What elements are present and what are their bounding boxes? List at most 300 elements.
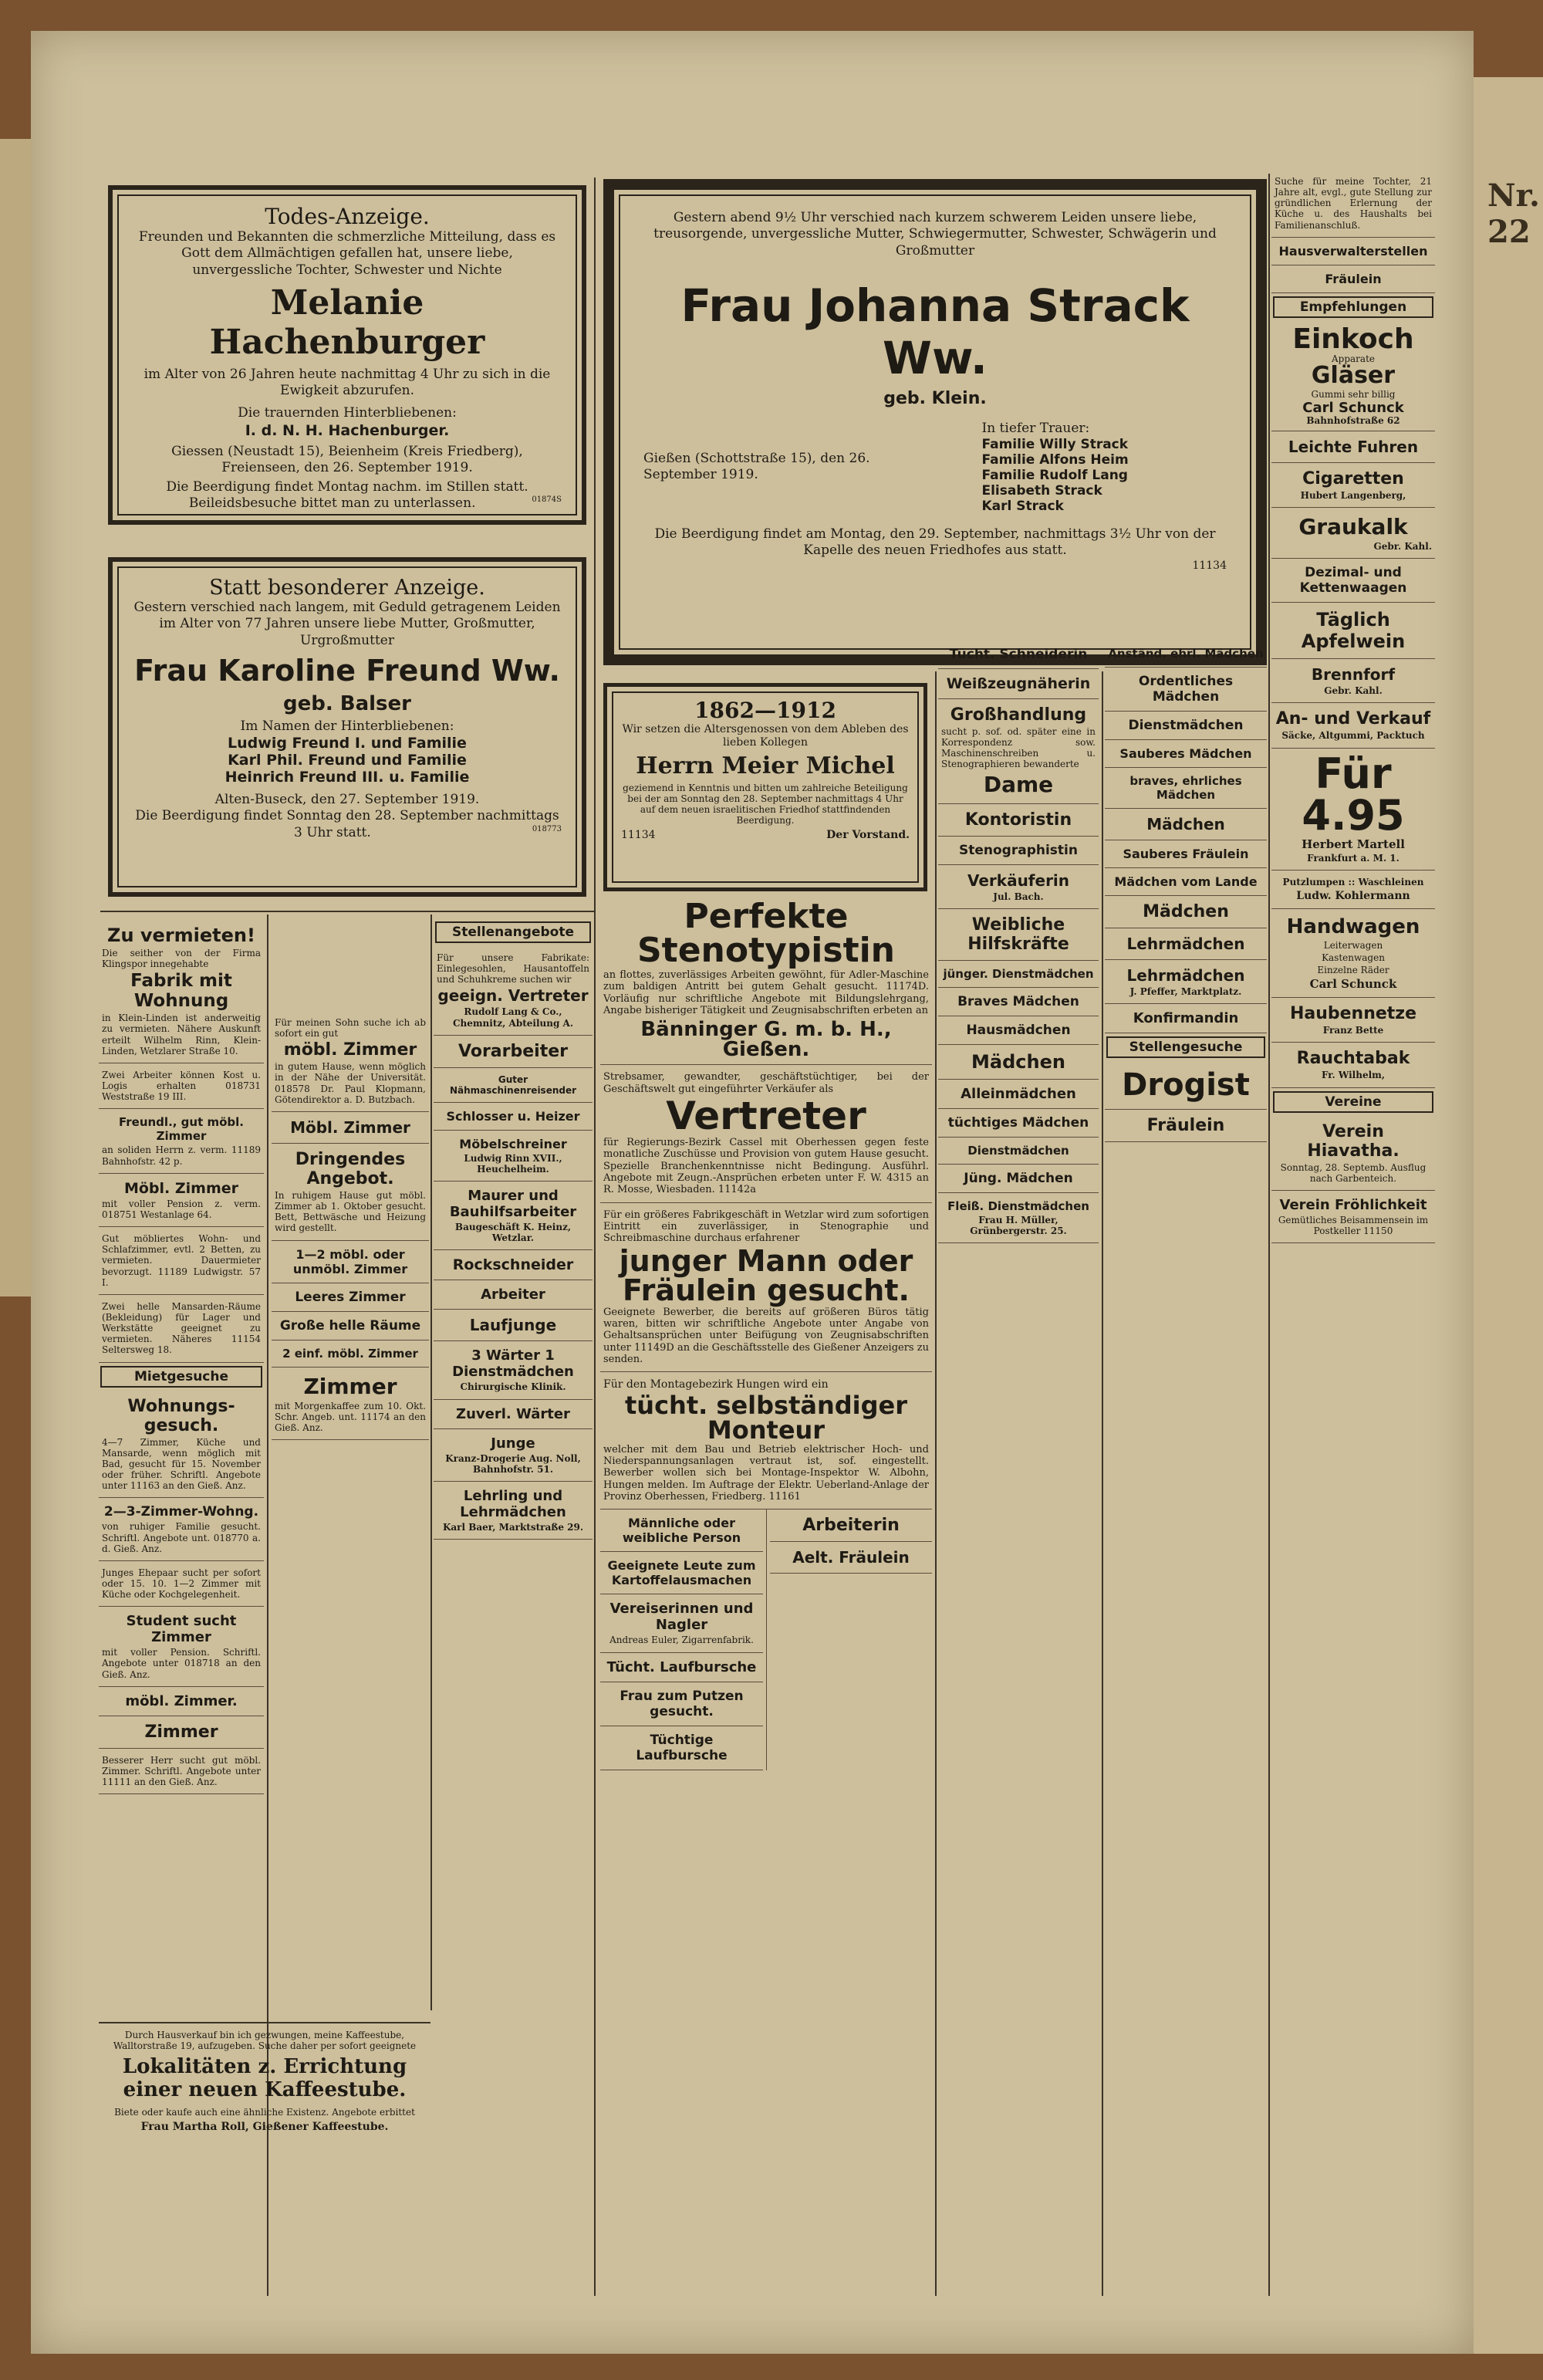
ad-preserving <box>1271 321 1435 431</box>
right-page-edge <box>1474 77 1543 2354</box>
ad-title: Lehrling und Lehrmädchen <box>460 1487 566 1520</box>
ad-male-or-female-person <box>600 1509 763 1552</box>
ad-two-rooms <box>272 1340 429 1367</box>
ad-title: Weibliche Hilfskräfte <box>967 914 1069 954</box>
ad-title: An- und Verkauf <box>1275 709 1431 729</box>
reference-number: 11134 <box>621 829 656 842</box>
mourner-2: Familie Alfons Heim <box>981 452 1129 468</box>
reference-number: 11150 <box>1363 1225 1393 1237</box>
ad-servant-girl <box>938 1138 1099 1165</box>
notice-heading: Statt besonderer Anzeige. <box>209 576 485 600</box>
ad-title: Hausverwalterstellen <box>1278 243 1428 259</box>
ad-title: Anständ. ehrl. Mädchen <box>1108 647 1264 661</box>
ad-title: 1—2 möbl. oder unmöbl. Zimmer <box>292 1246 408 1276</box>
mourner-3: Heinrich Freund III. u. Familie <box>225 769 470 786</box>
ad-text: für Regierungs-Bezirk Cassel mit Oberhessen gegen feste monatliche Zuschüsse und Provision von gutem Hause gesucht. Spezielle Branchenkenntnisse nicht Bedingung. Ausführl. Angebote mit Zeugn.-Ansprüchen erbeten unter F. W. 4315 an R. Mosse, Wiesbaden. 11142a <box>603 1136 929 1196</box>
ad-text: mit voller Pension. Schriftl. Angebote unter 018718 an den Gieß. Anz. <box>102 1647 261 1680</box>
mourner-2: Karl Phil. Freund und Familie <box>228 752 467 769</box>
ad-errand-boy <box>600 1653 763 1682</box>
ad-title: Schlosser u. Heizer <box>446 1108 580 1124</box>
ad-honest-girl <box>1105 768 1267 809</box>
ad-title: Fabrik mit Wohnung <box>130 971 232 1012</box>
ad-text: mit Morgenkaffee zum 10. Okt. Schr. Angeb. unt. 11174 an den Gieß. Anz. <box>275 1400 426 1433</box>
ad-title: Student sucht Zimmer <box>126 1613 237 1646</box>
mourners-label: Im Namen der Hinterbliebenen: <box>240 718 454 734</box>
ad-signature: Andreas Euler, Zigarrenfabrik. <box>609 1635 754 1646</box>
ad-text: Die seither von der Firma Klingspor innegehabte <box>102 948 261 970</box>
ad-title: Verein Fröhlichkeit <box>1279 1196 1427 1213</box>
ad-girl <box>1105 809 1267 840</box>
ad-clinic-staff <box>434 1341 593 1399</box>
ad-potato-harvest <box>600 1552 763 1594</box>
ad-girl-2 <box>1105 896 1267 928</box>
ad-title: 2—3-Zimmer-Wohng. <box>103 1504 259 1520</box>
ad-title: Männliche oder weibliche Person <box>622 1516 741 1546</box>
section-empfehlungen: Empfehlungen <box>1273 296 1433 318</box>
ad-office-clerk <box>938 804 1099 837</box>
ad-saleswoman <box>938 865 1099 909</box>
ad-seamstress <box>938 641 1099 669</box>
ad-title: Mädchen <box>1143 902 1229 921</box>
ad-room-pension <box>99 1174 264 1227</box>
ad-title: Maurer und Bauhilfsarbeiter <box>449 1188 577 1221</box>
section-stellenangebote: Stellenangebote <box>435 921 591 943</box>
ad-title: Tücht. Laufbursche <box>606 1658 757 1675</box>
ad-apprentice-girl-2 <box>1105 960 1267 1004</box>
ad-rags <box>1271 871 1435 909</box>
ad-cabinetmaker <box>434 1131 593 1182</box>
ad-young-lady <box>1105 1110 1267 1142</box>
ad-confirmand <box>1105 1004 1267 1033</box>
ad-title: Alleinmädchen <box>961 1085 1076 1102</box>
ad-text: Besserer Herr sucht gut möbl. Zimmer. Schriftl. Angebote unter 11111 an den Gieß. Anz. <box>102 1754 261 1788</box>
ad-title: Freundl., gut möbl. Zimmer <box>118 1115 245 1144</box>
ad-title: Weißzeugnäherin <box>946 675 1091 692</box>
funeral-info: Die Beerdigung findet Sonntag den 28. September nachmittags 3 Uhr statt. 018773 <box>135 808 562 840</box>
ad-title: Sauberes Fräulein <box>1123 847 1249 861</box>
ad-living-bedroom <box>99 1227 264 1295</box>
ad-text: Biete oder kaufe auch eine ähnliche Existenz. Angebote erbittet <box>114 2107 415 2118</box>
notice-name: Herrn Meier Michel <box>636 752 895 779</box>
ad-representative <box>434 946 593 1036</box>
mourners: I. d. N. H. Hachenburger. <box>245 421 450 439</box>
notice-text-2: geziemend in Kenntnis und bitten um zahlreiche Beteiligung bei der am Sonntag den 28. September nachmittags 4 Uhr auf dem neuen israelitischen Friedhof stattfindenden Beerdigung. <box>623 782 908 827</box>
ad-coffee-shop <box>99 2022 430 2184</box>
ad-furnished-room-2 <box>99 1687 264 1716</box>
ad-title: Dienstmädchen <box>967 1143 1069 1158</box>
ad-young-maid <box>938 961 1099 988</box>
ad-student-room <box>99 1607 264 1686</box>
ad-masons <box>434 1182 593 1250</box>
ad-cigar-workers <box>600 1594 763 1652</box>
ad-title: Handwagen <box>1286 915 1420 939</box>
ad-light-hauling <box>1271 431 1435 463</box>
mourner-1: Ludwig Freund I. und Familie <box>228 735 467 752</box>
column-6-jobs <box>938 641 1099 2296</box>
ad-text: Zwei helle Mansarden-Räume (Bekleidung) für Lager und Werkstätte geeignet zu vermieten. Näheres 11154 Seltersweg 18. <box>102 1300 261 1356</box>
ad-signature: Frau H. Müller, Grünbergerstr. 25. <box>970 1214 1067 1236</box>
column-7-jobs <box>1105 641 1267 2296</box>
notice-text-1: Wir setzen die Altersgenossen von dem Ableben des lieben Kollegen <box>622 723 909 749</box>
ad-signature: Ludw. Kohlermann <box>1296 889 1410 902</box>
ad-text: in Klein-Linden ist anderweitig zu vermieten. Nähere Auskunft erteilt Wilhelm Rinn, Klein-Linden, Wetzlarer Straße 10. <box>102 1013 261 1056</box>
ad-address: Frankfurt a. M. 1. <box>1307 853 1400 864</box>
ad-signature: Chirurgische Klinik. <box>460 1381 566 1393</box>
ad-title: Leeres Zimmer <box>295 1289 406 1305</box>
ad-apprentices <box>434 1482 593 1540</box>
ad-maid-of-all-work <box>938 1080 1099 1109</box>
ad-sewing-salesman <box>434 1068 593 1103</box>
ad-title: Möbl. Zimmer <box>290 1117 410 1137</box>
ad-gray-lime <box>1271 508 1435 559</box>
ad-title: möbl. Zimmer <box>283 1040 417 1060</box>
ad-title: Verkäuferin <box>967 871 1070 890</box>
ad-signature: J. Pfeffer, Marktplatz. <box>1129 986 1242 997</box>
ad-text: Suche für meine Tochter, 21 Jahre alt, evgl., gute Stellung zur gründlichen Erlernung der Küche u. des Haushalts bei Familienanschluß. <box>1275 176 1432 231</box>
ad-text: Für meinen Sohn suche ich ab sofort ein gut <box>275 1017 426 1040</box>
ad-title: tücht. selbständiger Monteur <box>624 1390 908 1445</box>
ad-title: Arbeiter <box>481 1286 545 1303</box>
column-3-jobs <box>434 918 593 2300</box>
ad-signature: Frau Martha Roll, Gießener Kaffeestube. <box>140 2121 389 2134</box>
section-divider <box>100 911 594 912</box>
ad-position-for-daughter <box>1271 170 1435 238</box>
ad-signature: Ludwig Rinn XVII., Heuchelheim. <box>464 1152 562 1175</box>
notice-intro: Gestern verschied nach langem, mit Geduld getragenem Leiden im Alter von 77 Jahren unsere liebe Mutter, Großmutter, Urgroßmutter <box>133 600 561 648</box>
ad-title: Täglich Apfelwein <box>1301 609 1406 653</box>
ad-room-for-son <box>272 1011 429 1112</box>
ad-title: Dame <box>983 771 1054 797</box>
ad-text: Gummi sehr billig <box>1311 388 1396 400</box>
section-stellengesuche: Stellengesuche <box>1106 1036 1265 1058</box>
ad-diligent-maid <box>938 1193 1099 1243</box>
ad-title: Aelt. Fräulein <box>792 1548 910 1567</box>
notice-heading: Todes-Anzeige. <box>265 204 430 229</box>
ad-club-froehlichkeit <box>1271 1191 1435 1243</box>
column-4-5-jobs <box>600 895 932 2296</box>
ad-female-helpers <box>938 909 1099 961</box>
notice-signature: Der Vorstand. <box>826 829 910 842</box>
ad-cleaning-woman <box>600 1682 763 1726</box>
ad-foreman <box>434 1036 593 1068</box>
ad-druggist <box>1105 1061 1267 1110</box>
ad-title: Mädchen <box>1146 815 1225 833</box>
ad-title: 3 Wärter 1 Dienstmädchen <box>452 1347 574 1381</box>
ad-board <box>99 1063 264 1109</box>
ad-young-couple <box>99 1561 264 1607</box>
ad-hairnets <box>1271 998 1435 1043</box>
visits-info: Beileidsbesuche bittet man zu unterlassen. 01874S <box>188 495 562 512</box>
ad-title: braves, ehrliches Mädchen <box>1129 774 1242 802</box>
ad-title: Hausmädchen <box>966 1022 1071 1038</box>
ad-attendant <box>434 1400 593 1429</box>
ad-fitter <box>600 1372 932 1509</box>
ad-stenotypist <box>600 895 932 1065</box>
section-mietgesuche: Mietgesuche <box>100 1366 262 1388</box>
ad-empty-room <box>272 1283 429 1312</box>
ad-locksmith <box>434 1103 593 1131</box>
ad-smoking-tobacco <box>1271 1043 1435 1087</box>
ad-signature: Kranz-Drogerie Aug. Noll, Bahnhofstr. 51. <box>445 1452 581 1475</box>
mourner-3: Familie Rudolf Lang <box>981 468 1128 483</box>
mourner-4: Elisabeth Strack <box>981 483 1102 499</box>
ad-title: jünger. Dienstmädchen <box>943 966 1094 981</box>
ad-text: Säcke, Altgummi, Packtuch <box>1281 730 1425 742</box>
ad-furnished-room <box>272 1112 429 1144</box>
ad-title: Braves Mädchen <box>957 993 1079 1009</box>
place-date: Gießen (Schottstraße 15), den 26. September 1919. <box>643 451 870 483</box>
ad-text: Zwei Arbeiter können Kost u. Logis erhalten 018731 Weststraße 19 III. <box>102 1069 261 1103</box>
ad-title: Arbeiterin <box>802 1516 900 1536</box>
ad-item: Kastenwagen <box>1322 952 1385 964</box>
ad-title: Guter Nähmaschinenreisender <box>449 1073 577 1096</box>
column-divider <box>935 671 937 2296</box>
birth-name: geb. Balser <box>283 691 411 715</box>
birth-name: geb. Klein. <box>883 388 987 408</box>
ad-text: Strebsamer, gewandter, geschäftstüchtiger, bei der Geschäftswelt gut eingeführter Verkäufer als <box>603 1071 929 1095</box>
ad-title: Perfekte Stenotypistin <box>636 897 896 970</box>
ad-title: Lehrmädchen <box>1126 966 1245 985</box>
ad-text: Gemütliches Beisammensein im Postkeller 11150 <box>1278 1214 1429 1237</box>
ad-text: Für unsere Fabrikate: Einlegesohlen, Hausantoffeln und Schuhkreme suchen wir <box>437 952 589 985</box>
ad-text: Geeignete Bewerber, die bereits auf größeren Büros tätig waren, bitten wir schriftliche Angebote unter Angabe von Gehaltsansprüchen unter Beifügung von Zeugnisabschriften unter 11149D an die Geschäftsstelle des Gießener Anzeigers zu senden. <box>603 1306 929 1365</box>
ad-title: Frau zum Putzen gesucht. <box>620 1688 744 1719</box>
ad-signature: Fr. Wilhelm, <box>1321 1070 1386 1081</box>
ad-title: Lehrmädchen <box>1126 935 1245 953</box>
ad-young-girl <box>938 1165 1099 1193</box>
ad-title: geeign. Vertreter <box>437 986 589 1006</box>
ad-signature: Carl Schunck <box>1302 399 1404 416</box>
ad-title: Zimmer <box>303 1373 397 1399</box>
ad-wholesale <box>938 699 1099 804</box>
ad-text: Durch Hausverkauf bin ich gezwungen, meine Kaffeestube, Walltorstraße 19, aufzugeben. Suche daher per sofort geeignete <box>113 2030 417 2052</box>
ad-room-breakfast <box>272 1367 429 1440</box>
column-2-rentals <box>272 1011 429 2014</box>
ad-signature: Franz Bette <box>1322 1025 1384 1036</box>
reference-number: 11134 <box>1192 559 1227 572</box>
ad-title: Möbelschreiner <box>459 1136 567 1151</box>
ad-title: Zimmer <box>144 1722 218 1742</box>
ad-signature: Gebr. Kahl. <box>1324 685 1383 697</box>
ad-title: Tücht. Schneiderin <box>949 647 1088 662</box>
ad-signature: Hubert Langenberg, <box>1300 489 1406 501</box>
ad-title: Vereiserinnen und Nagler <box>609 1601 754 1634</box>
deceased-name: Melanie Hachenburger <box>209 282 485 362</box>
ad-title: Jüng. Mädchen <box>964 1170 1073 1186</box>
ad-title: Vorarbeiter <box>458 1041 568 1061</box>
ad-scales <box>1271 559 1435 603</box>
ad-caretaker <box>1271 238 1435 265</box>
place-date: Giessen (Neustadt 15), Beienheim (Kreis Friedberg), Freienseen, den 26. September 1919. <box>171 443 523 475</box>
mourners-label: Die trauernden Hinterbliebenen: <box>238 405 457 421</box>
ad-item: Leiterwagen <box>1323 940 1383 952</box>
ad-good-girl <box>938 988 1099 1016</box>
ad-text: von ruhiger Familie gesucht. Schriftl. Angebote unt. 018770 a. d. Gieß. Anz. <box>102 1521 261 1554</box>
ad-furnished-room <box>99 1109 264 1173</box>
column-divider <box>1102 671 1103 2296</box>
ad-title: Tüchtige Laufbursche <box>636 1732 728 1763</box>
ad-stenographer <box>938 837 1099 865</box>
ad-title: Gläser <box>1311 361 1396 389</box>
ad-title: Möbl. Zimmer <box>123 1179 239 1197</box>
ad-title: 2 einf. möbl. Zimmer <box>282 1346 418 1361</box>
ad-title: Fleiß. Dienstmädchen <box>947 1198 1089 1213</box>
mourner-1: Familie Willy Strack <box>981 437 1129 452</box>
ad-young-man-or-woman <box>600 1203 932 1373</box>
ad-linen-seamstress <box>938 669 1099 699</box>
ad-cigarettes <box>1271 463 1435 508</box>
ad-title: Rockschneider <box>452 1256 574 1274</box>
ad-title: Großhandlung <box>950 705 1087 725</box>
ad-title: Dezimal- und Kettenwaagen <box>1299 565 1407 597</box>
ad-sales-rep <box>600 1065 932 1202</box>
ad-buy-sell <box>1271 703 1435 748</box>
ad-signature: Rudolf Lang & Co., Chemnitz, Abteilung A. <box>452 1006 574 1029</box>
ad-factory-rent <box>99 918 264 1063</box>
ad-title: Zuverl. Wärter <box>456 1405 570 1422</box>
ad-title: Verein Hiavatha. <box>1307 1121 1400 1161</box>
ad-title: Drogist <box>1122 1067 1250 1104</box>
place-date: Alten-Buseck, den 27. September 1919. <box>214 792 480 807</box>
ad-title: Kontoristin <box>964 810 1072 830</box>
ad-signature: Baugeschäft K. Heinz, Wetzlar. <box>454 1222 572 1244</box>
ad-girl <box>938 1045 1099 1080</box>
ad-2-3-room <box>99 1498 264 1560</box>
ad-text: Junges Ehepaar sucht per sofort oder 15. 10. 1—2 Zimmer mit Küche oder Kochgelegenheit. <box>102 1567 261 1601</box>
column-head: Zu vermieten! <box>107 925 255 946</box>
ad-title: Haubennetze <box>1289 1004 1417 1024</box>
ad-boy <box>434 1429 593 1482</box>
ad-text: an flottes, zuverlässiges Arbeiten gewöhnt, für Adler-Maschine zum baldigen Antritt bei gutem Gehalt gesucht. 11174D. Vorläufig nur schriftliche Angebote mit Bildungslehrgang, Angabe bisheriger Tätigkeit und Zeugnisabschriften erbeten an <box>603 969 929 1016</box>
ad-title: Vertreter <box>666 1093 866 1138</box>
ad-clean-girl <box>1105 740 1267 768</box>
ad-signature: Carl Schunck <box>1309 976 1397 991</box>
ad-title: Sauberes Mädchen <box>1119 746 1252 761</box>
ad-title: Einkoch <box>1292 323 1414 355</box>
ad-title: Stenographistin <box>959 842 1078 858</box>
ad-title: möbl. Zimmer. <box>125 1692 238 1709</box>
ad-text: Für ein größeres Fabrikgeschäft in Wetzlar wird zum sofortigen Eintritt ein zuverlässiger, in Stenographie und Schreibmaschine durchaus erfahrener <box>603 1209 930 1245</box>
ad-text: in gutem Hause, wenn möglich in der Nähe der Universität. 018578 Dr. Paul Klopmann, Götendirektor a. D. Butzbach. <box>275 1061 426 1105</box>
column-divider <box>594 177 596 2296</box>
ad-errand-boy <box>434 1310 593 1341</box>
ad-text: mit voller Pension z. verm. 018751 Westanlage 64. <box>102 1198 261 1220</box>
ad-1-2-rooms <box>272 1241 429 1283</box>
reference-number: 01874S <box>532 495 562 505</box>
ad-title: Fräulein <box>1325 271 1382 286</box>
ad-signature: Gebr. Kahl. <box>1373 541 1432 553</box>
ad-signature: Jul. Bach. <box>993 891 1044 902</box>
death-notice-freund <box>108 557 586 897</box>
ad-tailor <box>434 1250 593 1280</box>
ad-subtitle: Apparate <box>1332 353 1375 364</box>
death-notice-strack <box>603 179 1267 665</box>
ad-text: Für den Montagebezirk Hungen wird ein <box>603 1378 829 1391</box>
ad-attic-rooms <box>99 1295 264 1363</box>
ad-title: Mädchen vom Lande <box>1114 874 1258 889</box>
notice-intro: Freunden und Bekannten die schmerzliche Mitteilung, dass es Gott dem Allmächtigen gefallen hat, unsere liebe, unvergessliche Tochter, Schwester und Nichte <box>138 229 556 278</box>
ad-text: In ruhigem Hause gut möbl. Zimmer ab 1. Oktober gesucht. Bett, Bettwäsche und Heizung wird gestellt. <box>275 1189 426 1234</box>
ad-errand-boy-2 <box>600 1726 763 1770</box>
section-vereine: Vereine <box>1273 1091 1433 1113</box>
next-page-issue-fragment: Nr. 22 <box>1487 177 1540 250</box>
ad-title: Putzlumpen :: Waschleinen <box>1282 877 1424 888</box>
ad-large-rooms <box>272 1312 429 1340</box>
ad-title: junger Mann oder Fräulein gesucht. <box>619 1243 913 1307</box>
ad-title: Große helle Räume <box>279 1317 421 1334</box>
ad-title: Fräulein <box>1146 1116 1225 1136</box>
notice-meier-michel <box>603 683 927 891</box>
ad-signature: Bänninger G. m. b. H., Gießen. <box>640 1018 892 1062</box>
ad-text: welcher mit dem Bau und Betrieb elektrischer Hoch- und Niederspannungsanlagen vertraut ist, sof. eingestellt. Bewerber wollen sich bei Montage-Inspektor W. Albohn, Hungen melden. Im Auftrage der Elektr. Ueberland-Anlage der Provinz Oberhessen, Friedberg. 11161 <box>603 1443 929 1503</box>
mourners-label: In tiefer Trauer: <box>981 420 1090 436</box>
ad-urgent-offer <box>272 1144 429 1241</box>
column-1-rentals <box>99 918 264 2006</box>
notice-intro: Gestern abend 9½ Uhr verschied nach kurzem schwerem Leiden unsere liebe, treusorgende, unvergessliche Mutter, Schwiegermutter, Schwester, Schwägerin und Großmutter <box>653 210 1217 259</box>
ad-title: Lokalitäten z. Errichtung einer neuen Kaffeestube. <box>122 2055 407 2102</box>
ad-orderly-girl <box>1105 668 1267 712</box>
ad-signature: Herbert Martell <box>1302 837 1405 851</box>
ad-title: Wohnungs-gesuch. <box>127 1396 235 1435</box>
column-divider <box>430 914 432 2010</box>
ad-text: Gut möbliertes Wohn- und Schlafzimmer, evtl. 2 Betten, zu vermieten. Dauermieter bevorzugt. 11189 Ludwigstr. 57 I. <box>102 1233 261 1288</box>
funeral-info: Die Beerdigung findet am Montag, den 29. September, nachmittags 3½ Uhr von der Kapelle des neuen Friedhofes aus statt. <box>654 526 1216 559</box>
ad-for-4-95 <box>1271 749 1435 871</box>
left-page-edge <box>0 139 31 1296</box>
ad-title: Für 4.95 <box>1302 749 1405 840</box>
ad-peat <box>1271 659 1435 703</box>
ad-text: an soliden Herrn z. verm. 11189 Bahnhofstr. 42 p. <box>102 1144 261 1167</box>
ad-miss <box>1271 265 1435 293</box>
reference-number: 018773 <box>532 824 562 833</box>
ad-hand-carts <box>1271 909 1435 998</box>
ad-title: Graukalk <box>1298 514 1408 540</box>
notice-years: 1862—1912 <box>694 698 836 723</box>
ad-gentleman-room <box>99 1749 264 1794</box>
ad-country-girl <box>1105 868 1267 896</box>
ad-capable-girl <box>938 1109 1099 1138</box>
deceased-name: Frau Karoline Freund Ww. <box>134 653 560 688</box>
ad-title: Brennforf <box>1311 665 1396 685</box>
ad-club-hiavatha <box>1271 1116 1435 1191</box>
ad-title: Dringendes Angebot. <box>295 1149 406 1188</box>
column-divider <box>1268 174 1270 2296</box>
ad-text: 4—7 Zimmer, Küche und Mansarde, wenn möglich mit Bad, gesucht für 15. November oder früher. Schriftl. Angebote unter 11163 an den Gieß. Anz. <box>102 1436 261 1492</box>
ad-title: Mädchen <box>971 1050 1065 1073</box>
deceased-name: Frau Johanna Strack Ww. <box>680 279 1190 384</box>
ad-servant <box>1105 712 1267 740</box>
ad-apartment-wanted <box>99 1391 264 1499</box>
ad-room <box>99 1716 264 1749</box>
mourner-5: Karl Strack <box>981 499 1064 514</box>
ad-title: Leichte Fuhren <box>1288 437 1419 456</box>
funeral-info: Die Beerdigung findet Montag nachm. im Stillen statt. <box>166 479 528 495</box>
ad-title: Konfirmandin <box>1133 1010 1239 1027</box>
ad-clean-young-woman <box>1105 840 1267 868</box>
ad-workers <box>434 1280 593 1310</box>
ad-title: Geeignete Leute zum Kartoffelausmachen <box>607 1558 756 1588</box>
ad-signature: Karl Baer, Marktstraße 29. <box>442 1521 584 1533</box>
ad-text: Sonntag, 28. Septemb. Ausflug nach Garbenteich. <box>1280 1161 1427 1184</box>
ad-title: Ordentliches Mädchen <box>1138 674 1234 705</box>
ad-text: sucht p. sof. od. später eine in Korrespondenz sow. Maschinenschreiben u. Stenographieren bewanderte <box>941 726 1096 770</box>
ad-title: Laufjunge <box>469 1316 557 1335</box>
ad-title: Dienstmädchen <box>1128 718 1244 733</box>
ad-apple-wine <box>1271 603 1435 659</box>
ad-housemaid <box>938 1016 1099 1045</box>
ad-title: Rauchtabak <box>1296 1049 1410 1069</box>
ad-title: Cigaretten <box>1302 468 1404 489</box>
